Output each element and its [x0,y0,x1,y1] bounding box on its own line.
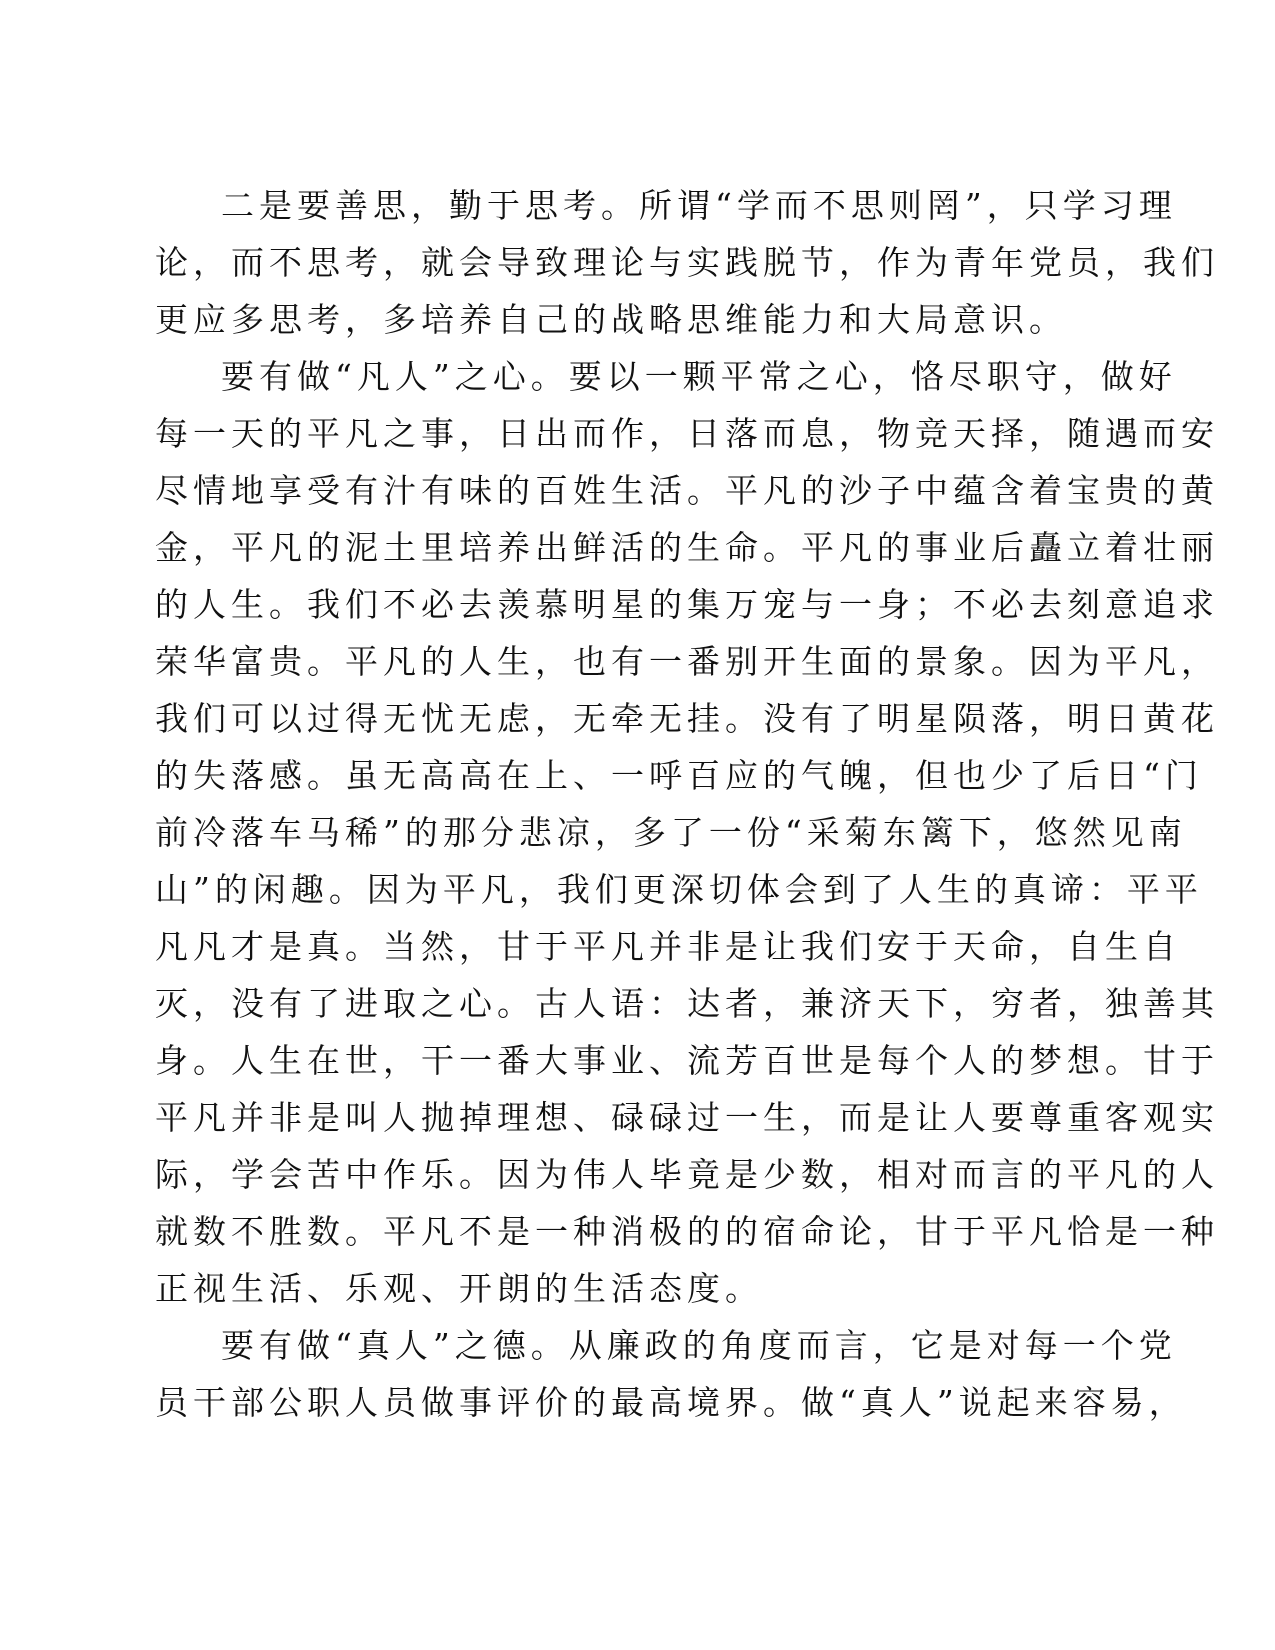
text-line: 正视生活、乐观、开朗的生活态度。 [155,1269,763,1308]
text-line: 平凡并非是叫人抛掉理想、碌碌过一生，而是让人要尊重客观实 [155,1098,1219,1137]
text-line: 要有做“凡人”之心。要以一颗平常之心，恪尽职守，做好 [221,357,1177,396]
text-line: 要有做“真人”之德。从廉政的角度而言，它是对每一个党 [221,1326,1177,1365]
paragraph-ordinary-heart [155,348,1219,1317]
text-line: 山”的闲趣。因为平凡，我们更深切体会到了人生的真谛：平平 [155,870,1203,909]
text-line: 员干部公职人员做事评价的最高境界。做“真人”说起来容易， [155,1383,1187,1422]
text-line: 灭，没有了进取之心。古人语：达者，兼济天下，穷者，独善其 [155,984,1219,1023]
text-line: 更应多思考，多培养自己的战略思维能力和大局意识。 [155,300,1067,339]
text-line: 凡凡才是真。当然，甘于平凡并非是让我们安于天命，自生自 [155,927,1181,966]
text-line: 我们可以过得无忧无虑，无牵无挂。没有了明星陨落，明日黄花 [155,699,1219,738]
body-text [155,177,1219,1431]
text-line: 二是要善思，勤于思考。所谓“学而不思则罔”，只学习理 [221,186,1177,225]
text-line: 前冷落车马稀”的那分悲凉，多了一份“采菊东篱下，悠然见南 [155,813,1187,852]
paragraph-think [155,177,1219,348]
text-line: 的人生。我们不必去羡慕明星的集万宠与一身；不必去刻意追求 [155,585,1219,624]
text-line: 论，而不思考，就会导致理论与实践脱节，作为青年党员，我们 [155,243,1219,282]
text-line: 尽情地享受有汁有味的百姓生活。平凡的沙子中蕴含着宝贵的黄 [155,471,1219,510]
text-line: 身。人生在世，干一番大事业、流芳百世是每个人的梦想。甘于 [155,1041,1219,1080]
text-line: 的失落感。虽无高高在上、一呼百应的气魄，但也少了后日“门 [155,756,1203,795]
text-line: 金，平凡的泥土里培养出鲜活的生命。平凡的事业后矗立着壮丽 [155,528,1219,567]
text-line: 就数不胜数。平凡不是一种消极的的宿命论，甘于平凡恰是一种 [155,1212,1219,1251]
text-line: 荣华富贵。平凡的人生，也有一番别开生面的景象。因为平凡， [155,642,1219,681]
paragraph-true-person [155,1317,1187,1431]
text-line: 每一天的平凡之事，日出而作，日落而息，物竞天择，随遇而安 [155,414,1219,453]
text-line: 际，学会苦中作乐。因为伟人毕竟是少数，相对而言的平凡的人 [155,1155,1219,1194]
